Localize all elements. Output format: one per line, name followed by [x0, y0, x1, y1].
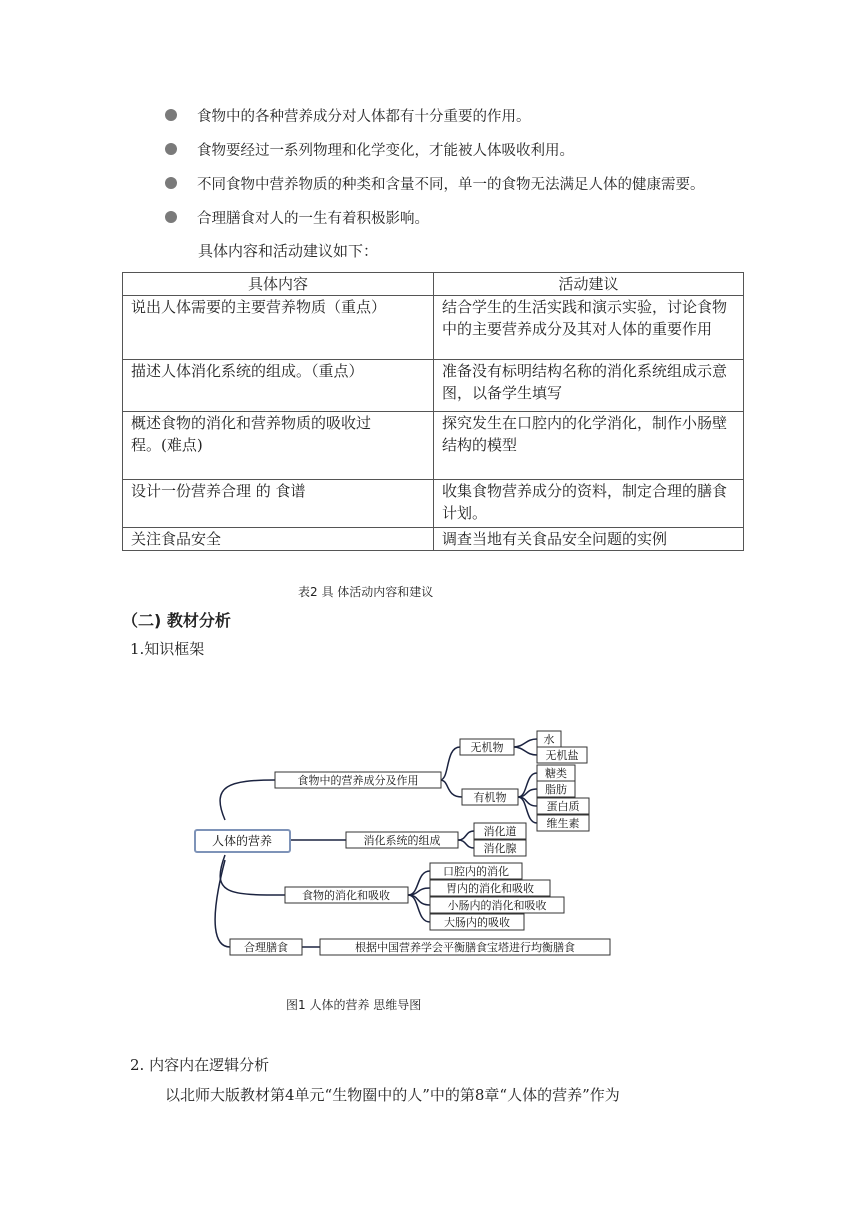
bullet-list	[160, 98, 705, 234]
table-row	[123, 296, 744, 360]
node-label: 无机盐	[545, 749, 579, 762]
table-row	[123, 360, 744, 412]
subsection-title: 2. 内容内在逻辑分析	[130, 1056, 270, 1074]
table-cell: 描述人体消化系统的组成。（重点）	[123, 360, 434, 412]
node-label: 脂肪	[545, 783, 567, 796]
node-label: 大肠内的吸收	[444, 916, 510, 929]
table-caption: 表2 具 体活动内容和建议	[298, 585, 434, 599]
column-header: 具体内容	[123, 273, 434, 296]
branch-line	[440, 747, 460, 780]
node-label: 糖类	[545, 767, 567, 780]
branch-line	[408, 888, 430, 895]
intro-text: 具体内容和活动建议如下：	[198, 242, 379, 260]
branch-line	[220, 780, 275, 820]
node-label: 合理膳食	[244, 941, 288, 954]
activity-table	[122, 272, 744, 551]
node-label: 无机物	[470, 741, 504, 754]
branch-line	[458, 840, 474, 848]
list-item: 食物要经过一系列物理和化学变化，才能被人体吸收利用。	[160, 132, 705, 166]
mind-map	[180, 725, 700, 965]
table-cell: 收集食物营养成分的资料，制定合理的膳食计划。	[434, 480, 744, 528]
subsection-title: 1.知识框架	[130, 640, 205, 658]
node-label: 消化腺	[483, 842, 517, 855]
list-item: 食物中的各种营养成分对人体都有十分重要的作用。	[160, 98, 705, 132]
bullet-icon	[165, 109, 177, 121]
node-label: 食物中的营养成分及作用	[297, 774, 419, 787]
node-label: 消化道	[483, 825, 517, 838]
branch-line	[440, 780, 462, 797]
node-label: 小肠内的消化和吸收	[447, 899, 547, 912]
root-label: 人体的营养	[211, 834, 273, 848]
node-label: 根据中国营养学会平衡膳食宝塔进行均衡膳食	[355, 941, 575, 954]
node-label: 口腔内的消化	[443, 865, 509, 878]
branch-line	[513, 739, 537, 747]
node-label: 食物的消化和吸收	[302, 889, 390, 902]
table-row	[123, 528, 744, 551]
branch-line	[408, 895, 430, 922]
paragraph: 以北师大版教材第4单元“生物圈中的人”中的第8章“人体的营养”作为	[165, 1086, 620, 1104]
branch-line	[215, 860, 230, 947]
node-label: 蛋白质	[546, 800, 580, 813]
table-cell: 设计一份营养合理 的 食谱	[123, 480, 434, 528]
table-cell: 结合学生的生活实践和演示实验，讨论食物中的主要营养成分及其对人体的重要作用	[434, 296, 744, 360]
table-cell: 关注食品安全	[123, 528, 434, 551]
list-item: 合理膳食对人的一生有着积极影响。	[160, 200, 705, 234]
bullet-icon	[165, 177, 177, 189]
branch-line	[220, 855, 285, 895]
column-header: 活动建议	[434, 273, 744, 296]
branch-line	[518, 773, 537, 797]
table-cell: 概述食物的消化和营养物质的吸收过程。(难点)	[123, 412, 434, 480]
table-cell: 准备没有标明结构名称的消化系统组成示意图，以备学生填写	[434, 360, 744, 412]
table-cell: 说出人体需要的主要营养物质（重点）	[123, 296, 434, 360]
branch-line	[518, 797, 537, 823]
bullet-icon	[165, 143, 177, 155]
table-row	[123, 412, 744, 480]
node-label: 胃内的消化和吸收	[446, 882, 534, 895]
node-label: 维生素	[546, 817, 580, 830]
figure-caption: 图1 人体的营养 思维导图	[286, 998, 422, 1012]
branch-line	[458, 831, 474, 840]
table-cell: 探究发生在口腔内的化学消化，制作小肠壁结构的模型	[434, 412, 744, 480]
node-label: 有机物	[473, 791, 507, 804]
list-item: 不同食物中营养物质的种类和含量不同，单一的食物无法满足人体的健康需要。	[160, 166, 705, 200]
table-row	[123, 480, 744, 528]
branch-line	[513, 747, 537, 755]
table-cell: 调查当地有关食品安全问题的实例	[434, 528, 744, 551]
node-label: 水	[543, 733, 555, 746]
section-title: （二) 教材分析	[122, 611, 231, 630]
table-header-row	[123, 273, 744, 296]
node-label: 消化系统的组成	[363, 834, 441, 847]
bullet-icon	[165, 211, 177, 223]
